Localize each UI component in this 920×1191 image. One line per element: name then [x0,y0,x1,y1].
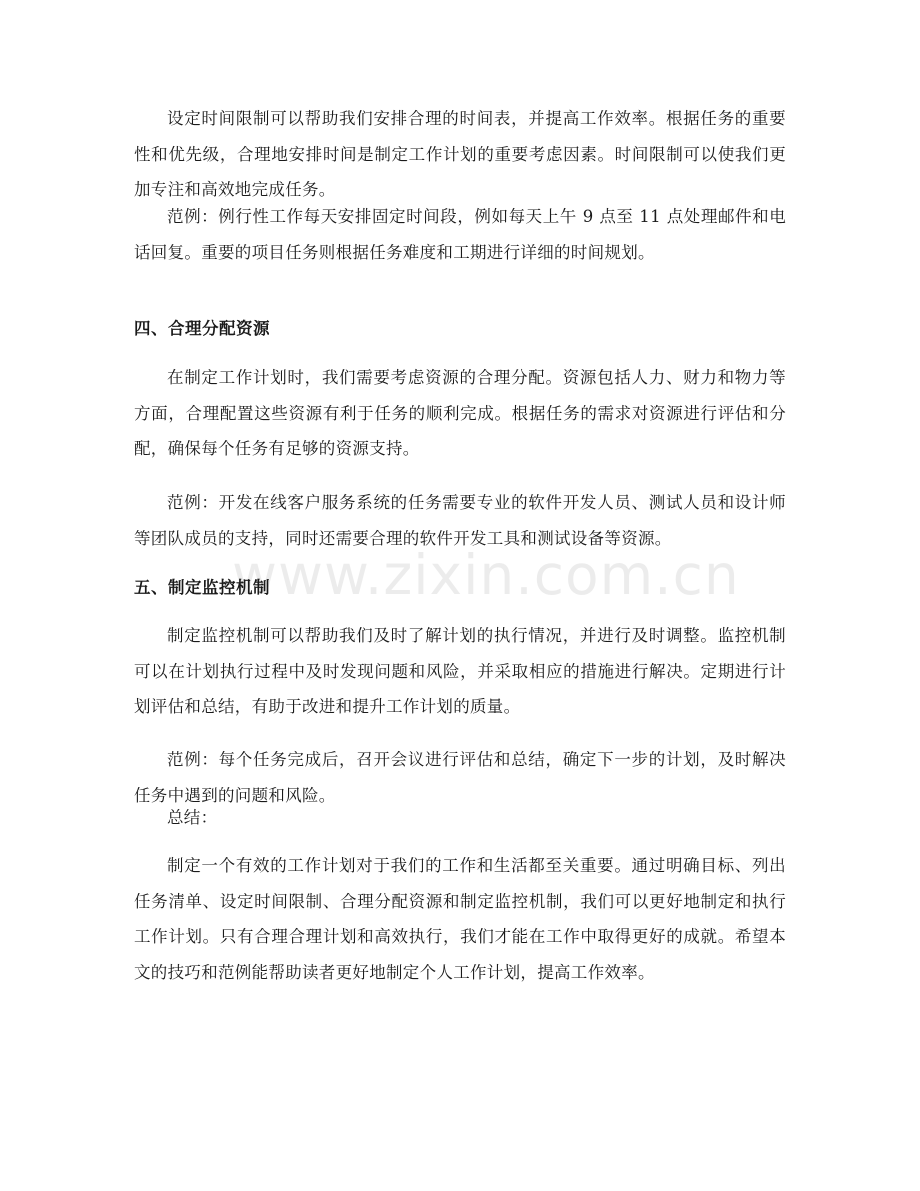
paragraph-monitoring-example: 范例：每个任务完成后，召开会议进行评估和总结，确定下一步的计划，及时解决任务中遇到的问题和风险。 [134,750,786,805]
paragraph-time-example: 范例：例行性工作每天安排固定时间段，例如每天上午 9 点至 11 点处理邮件和电话回复。重要的项目任务则根据任务难度和工期进行详细的时间规划。 [134,207,786,262]
paragraph-summary: 制定一个有效的工作计划对于我们的工作和生活都至关重要。通过明确目标、列出任务清单、设定时间限制、合理分配资源和制定监控机制，我们可以更好地制定和执行工作计划。只有合理合理计划和高效执行，我们才能在工作中取得更好的成就。希望本文的技巧和范例能帮助读者更好地制定个人工作计划，提高工作效率。 [134,856,786,982]
section-heading-monitoring: 五、制定监控机制 [134,578,270,597]
summary-label: 总结： [167,808,218,827]
section-heading-resources: 四、合理分配资源 [134,319,270,338]
paragraph-monitoring: 制定监控机制可以帮助我们及时了解计划的执行情况，并进行及时调整。监控机制可以在计划执行过程中及时发现问题和风险，并采取相应的措施进行解决。定期进行计划评估和总结，有助于改进和提升工作计划的质量。 [134,626,786,716]
watermark-text: www.zixin.com.cn [232,543,740,607]
paragraph-time-limit: 设定时间限制可以帮助我们安排合理的时间表，并提高工作效率。根据任务的重要性和优先级，合理地安排时间是制定工作计划的重要考虑因素。时间限制可以使我们更加专注和高效地完成任务。 [134,109,786,199]
paragraph-resources-example: 范例：开发在线客户服务系统的任务需要专业的软件开发人员、测试人员和设计师等团队成员的支持，同时还需要合理的软件开发工具和测试设备等资源。 [134,493,786,548]
paragraph-resources: 在制定工作计划时，我们需要考虑资源的合理分配。资源包括人力、财力和物力等方面，合理配置这些资源有利于任务的顺利完成。根据任务的需求对资源进行评估和分配，确保每个任务有足够的资源支持。 [134,368,786,458]
